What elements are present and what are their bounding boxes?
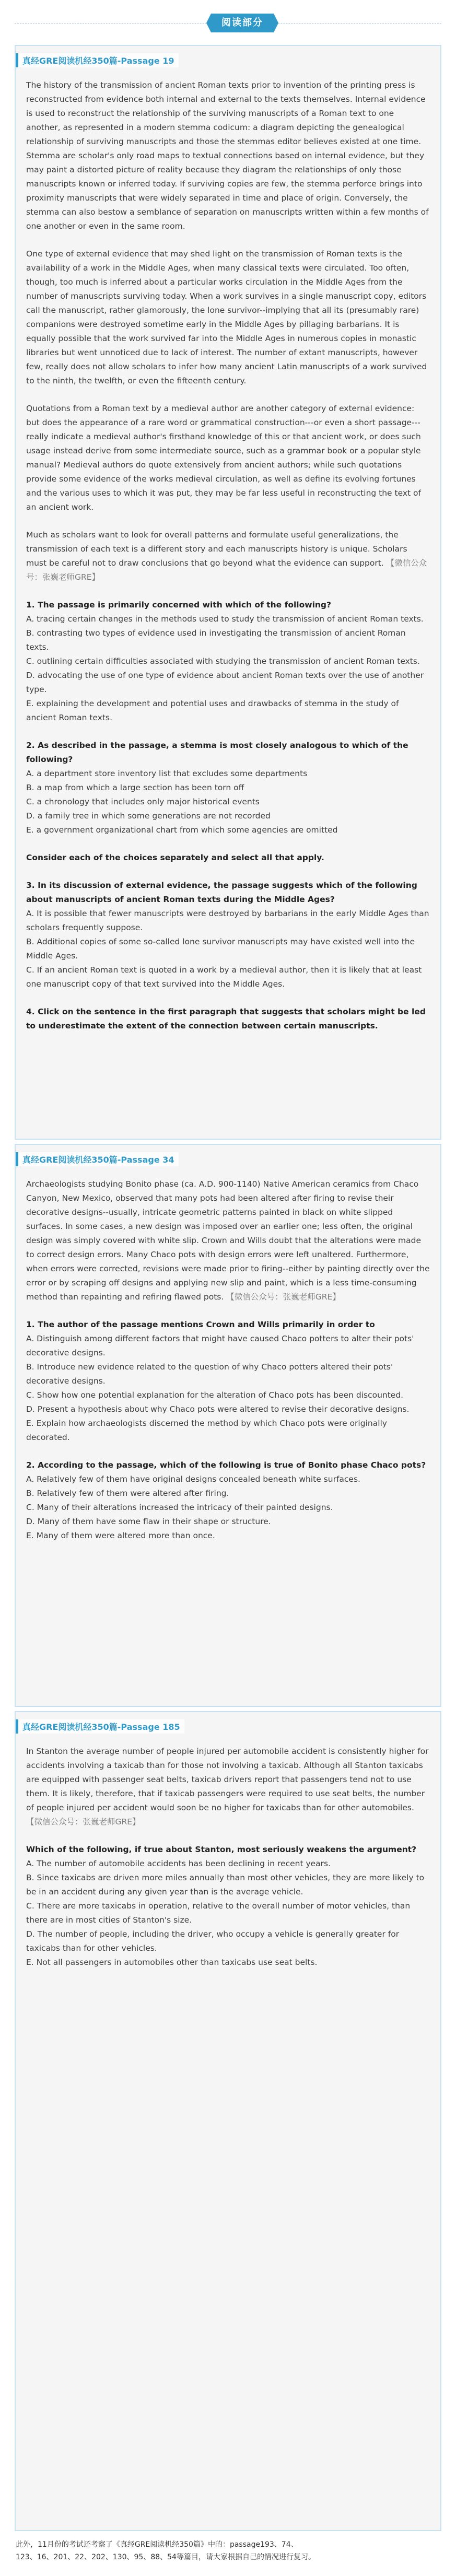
answer-option[interactable]: A. It is possible that fewer manuscripts were destroyed by barbarians in the early Middle Ages than scholars frequently suppose. (26, 909, 429, 932)
section-header (15, 9, 441, 38)
answer-option[interactable]: D. advocating the use of one type of evidence about ancient Roman texts over the use of another type. (26, 671, 424, 694)
passage-185-card (15, 1711, 441, 2531)
answer-option[interactable]: A. a department store inventory list that excludes some departments (26, 769, 308, 778)
answer-option[interactable]: B. Since taxicabs are driven more miles annually than most other vehicles, they are more likely to be in an accident during any given year than is the average vehicle. (26, 1873, 425, 1896)
footer-note (16, 2538, 440, 2563)
answer-option[interactable]: D. Present a hypothesis about why Chaco pots were altered to revise their decorative designs. (26, 1404, 410, 1414)
passage-paragraph (26, 528, 430, 584)
question-text: 1. The passage is primarily concerned with which of the following? (26, 600, 331, 610)
card-title-row (16, 1145, 179, 1173)
answer-option[interactable]: D. a family tree in which some generations are not recorded (26, 811, 271, 821)
question-instruction: Consider each of the choices separately and select all that apply. (26, 853, 324, 862)
answer-option[interactable]: B. Introduce new evidence related to the question of why Chaco potters altered their pots' decorative designs. (26, 1362, 393, 1386)
passage-title: 真经GRE阅读机经350篇-Passage 19 (16, 53, 179, 67)
passage-paragraph: One type of external evidence that may shed light on the transmission of Roman texts is the availability of a work in the Middle Ages, when many classical texts were circulated. Too often, though, too much is inferred about a particular works circulation in the Middle Ages from the number of manuscripts surviving today. When a work survives in a single manuscript copy, editors call the manuscript, rather glamorously, the lone survivor--implying that all its (presumably rare) companions were destroyed sometime early in the Middle Ages by pillaging barbarians. It is equally possible that the work survived far into the Middle Ages in numerous copies in monastic libraries but went unnoticed due to lack of interest. The number of extant manuscripts, however few, really does not allow scholars to infer how many ancient Latin manuscripts of a work survived to the ninth, the twelfth, or even the fifteenth century. (26, 249, 427, 385)
answer-option[interactable]: A. Distinguish among different factors that might have caused Chaco potters to alter their pots' decorative designs. (26, 1334, 414, 1357)
question-text: Which of the following, if true about Stanton, most seriously weakens the argument? (26, 1845, 417, 1854)
question-text: 4. Click on the sentence in the first paragraph that suggests that scholars might be led to underestimate the extent of the connection between certain manuscripts. (26, 1007, 426, 1031)
passage-19-card (15, 45, 441, 1140)
question-text: 2. According to the passage, which of the following is true of Bonito phase Chaco pots? (26, 1460, 426, 1470)
answer-option[interactable]: C. If an ancient Roman text is quoted in a work by a medieval author, then it is likely that at least one manuscript copy of that text survived into the Middle Ages. (26, 965, 422, 989)
passage-title: 真经GRE阅读机经350篇-Passage 34 (16, 1152, 179, 1166)
answer-option[interactable]: E. Explain how archaeologists discerned the method by which Chaco pots were originally decorated. (26, 1419, 387, 1442)
question-block (26, 739, 430, 837)
answer-option[interactable]: D. The number of people, including the driver, who occupy a vehicle is generally greater for taxicabs than for other vehicles. (26, 1929, 400, 1953)
answer-option[interactable]: C. a chronology that includes only major historical events (26, 797, 260, 806)
question-block (26, 1843, 430, 1970)
answer-option[interactable]: B. contrasting two types of evidence used in investigating the transmission of ancient Roman texts. (26, 628, 406, 652)
wechat-note: 【微信公众号：张巍老师GRE】 (26, 1817, 141, 1826)
answer-option[interactable]: E. Not all passengers in automobiles other than taxicabs use seat belts. (26, 1958, 318, 1967)
paragraph-text: Archaeologists studying Bonito phase (ca. A.D. 900-1140) Native American ceramics from Chaco Canyon, New Mexico, observed that many pots had been altered after firing to revise their decorative designs--usually, intricate geometric patterns painted in black on white slipped surfaces. In some cases, a new design was imposed over an earlier one; less often, the original design was simply covered with white slip. Crown and Wills doubt that the alterations were made to correct design errors. Many Chaco pots with design errors were left unaltered. Furthermore, when errors were corrected, revisions were made prior to firing--either by painting directly over the error or by scraping off designs and applying new slip and paint, which is a less time-consuming method than repainting and refiring flawed pots. (26, 1179, 430, 1302)
wechat-note: 【微信公众号：张巍老师GRE】 (226, 1292, 341, 1302)
passage-body (26, 78, 430, 1033)
answer-option[interactable]: E. a government organizational chart from which some agencies are omitted (26, 825, 338, 835)
passage-title: 真经GRE阅读机经350篇-Passage 185 (16, 1719, 184, 1734)
footer-line: 123、16、201、22、202、130、95、88、54等篇目，请大家根据自己的情况进行复习。 (16, 2553, 315, 2561)
paragraph-text: Much as scholars want to look for overall patterns and formulate useful generalizations, the transmission of each text is a different story and each manuscripts history is unique. Scholars must be careful not to draw conclusions that go beyond what the evidence can support. (26, 530, 407, 568)
paragraph-text: In Stanton the average number of people injured per automobile accident is consistently higher for accidents involving a taxicab than for those not involving a taxicab. Although all Stanton taxicabs are equipped with passenger seat belts, taxicab drivers report that passengers tend not to use them. It is likely, therefore, that if taxicab passengers were required to use seat belts, the number of people injured per accident would soon be no higher for taxicabs than for other automobiles. (26, 1747, 429, 1812)
answer-option[interactable]: D. Many of them have some flaw in their shape or structure. (26, 1517, 271, 1526)
passage-body (26, 1177, 430, 1556)
question-text: 1. The author of the passage mentions Crown and Wills primarily in order to (26, 1320, 375, 1329)
passage-paragraph (26, 1177, 430, 1304)
answer-option[interactable]: A. The number of automobile accidents has been declining in recent years. (26, 1859, 331, 1868)
question-block (26, 879, 430, 991)
footer-line: 此外，11月份的考试还考察了《真经GRE阅读机经350篇》中的：passage193、74、 (16, 2540, 298, 2549)
section-title-tag: 阅读部分 (211, 14, 274, 32)
answer-option[interactable]: B. Relatively few of them were altered after firing. (26, 1489, 229, 1498)
card-title-row (16, 46, 179, 74)
passage-body (26, 1744, 430, 1983)
answer-option[interactable]: C. Show how one potential explanation for the alteration of Chaco pots has been discounted. (26, 1390, 404, 1400)
answer-option[interactable]: B. Additional copies of some so-called lone survivor manuscripts may have existed well into the Middle Ages. (26, 937, 415, 961)
answer-option[interactable]: A. Relatively few of them have original designs concealed beneath white surfaces. (26, 1474, 360, 1484)
card-title-row (16, 1712, 184, 1740)
wechat-note: 【微信公众号：张巍老师GRE】 (26, 558, 427, 582)
answer-option[interactable]: E. Many of them were altered more than once. (26, 1531, 215, 1540)
passage-paragraph: Quotations from a Roman text by a medieval author are another category of external evidence: but does the appearance of a rare word or grammatical construction---or even a short passage---really indicate a medieval author's firsthand knowledge of this or that ancient work, or does such usage instead derive from some intermediate source, such as a grammar book or a popular style manual? Medieval authors do quote extensively from ancient authors; while such quotations provide some evidence of the works medieval circulation, as well as define its evolving fortunes and the various uses to which it was put, they may be far less useful in reconstructing the text of an ancient work. (26, 404, 421, 512)
passage-paragraph (26, 1744, 430, 1829)
answer-option[interactable]: E. explaining the development and potential uses and drawbacks of stemma in the study of ancient Roman texts. (26, 699, 399, 722)
passage-34-card (15, 1144, 441, 1707)
answer-option[interactable]: A. tracing certain changes in the methods used to study the transmission of ancient Roman texts. (26, 614, 424, 624)
question-text: 3. In its discussion of external evidence, the passage suggests which of the following about manuscripts of ancient Roman texts during the Middle Ages? (26, 881, 417, 904)
question-block (26, 1318, 430, 1445)
answer-option[interactable]: B. a map from which a large section has been torn off (26, 783, 244, 792)
passage-paragraph: The history of the transmission of ancient Roman texts prior to invention of the printing press is reconstructed from evidence both internal and external to the texts themselves. Internal evidence is used to reconstruct the relationship of the surviving manuscripts of a Roman text to one another, as represented in a modern stemma codicum: a diagram depicting the genealogical relationship of surviving manuscripts and those the stemmas editor believes existed at one time. Stemma are scholar's only road maps to textual connections based on internal evidence, but they may paint a distorted picture of reality because they diagram the relationships of only those manuscripts known or inferred today. If surviving copies are few, the stemma perforce brings into proximity manuscripts that were widely separated in time and place of origin. Conversely, the stemma can also bestow a semblance of separation on manuscripts written within a few months of one another or even in the same room. (26, 80, 429, 231)
answer-option[interactable]: C. Many of their alterations increased the intricacy of their painted designs. (26, 1503, 333, 1512)
answer-option[interactable]: C. There are more taxicabs in operation, relative to the overall number of motor vehicles, than there are in most cities of Stanton's size. (26, 1901, 411, 1925)
answer-option[interactable]: C. outlining certain difficulties associated with studying the transmission of ancient Roman texts. (26, 657, 420, 666)
question-block (26, 598, 430, 725)
question-text: 2. As described in the passage, a stemma is most closely analogous to which of the following? (26, 741, 408, 764)
question-block (26, 1458, 430, 1543)
